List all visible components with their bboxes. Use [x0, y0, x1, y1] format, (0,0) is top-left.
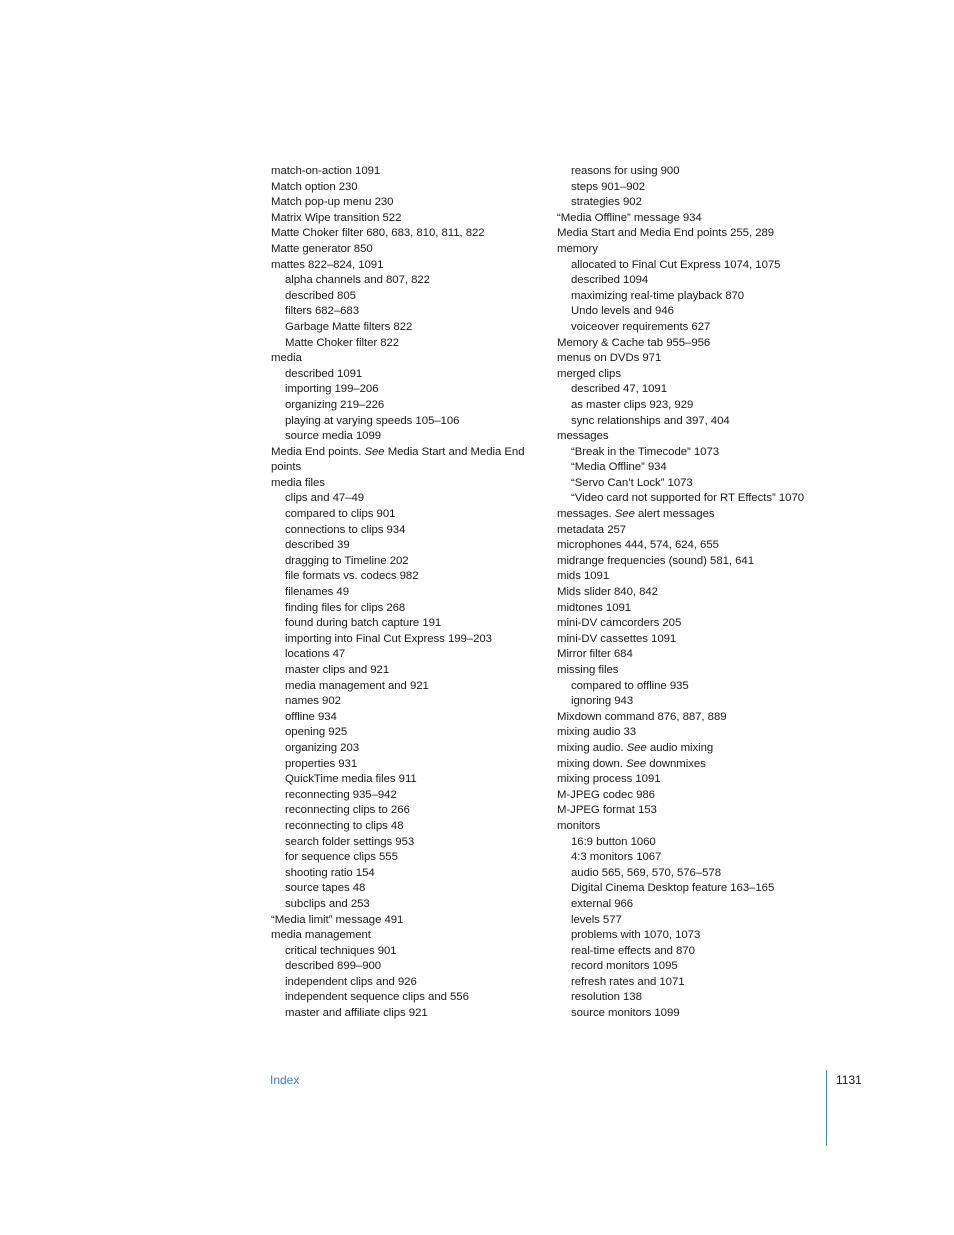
index-entry: Media End points. See Media Start and Media End points	[271, 445, 525, 474]
index-subentry: reconnecting to clips 48	[285, 819, 404, 832]
index-subentry: Matte Choker filter 822	[285, 336, 400, 349]
index-entry: Match pop-up menu 230	[271, 196, 394, 209]
index-entry: mids 1091	[557, 570, 610, 583]
index-entry: microphones 444, 574, 624, 655	[557, 539, 719, 552]
index-subentry: record monitors 1095	[571, 960, 678, 973]
index-entry: Mirror filter 684	[557, 648, 633, 661]
index-subentry: finding files for clips 268	[285, 601, 406, 614]
index-entry: mini-DV cassettes 1091	[557, 632, 677, 645]
index-subentry: independent clips and 926	[285, 975, 417, 988]
index-entry: monitors	[557, 819, 601, 832]
index-subentry: “Servo Can’t Lock” 1073	[571, 476, 693, 489]
index-subentry: 4:3 monitors 1067	[571, 851, 662, 864]
index-subentry: ignoring 943	[571, 695, 634, 708]
index-subentry: master clips and 921	[285, 664, 390, 676]
index-subentry: described 47, 1091	[571, 383, 667, 396]
index-subentry: as master clips 923, 929	[571, 398, 694, 411]
index-subentry: problems with 1070, 1073	[571, 929, 701, 942]
index-subentry: source media 1099	[285, 430, 382, 443]
index-subentry: shooting ratio 154	[285, 866, 375, 879]
index-column-right	[557, 164, 857, 1022]
index-subentry: dragging to Timeline 202	[285, 554, 409, 567]
index-entry: memory	[557, 242, 598, 255]
index-subentry: organizing 203	[285, 741, 360, 754]
index-entry: Match option 230	[271, 180, 358, 193]
index-subentry: reconnecting clips to 266	[285, 804, 410, 817]
index-entry: metadata 257	[557, 523, 627, 536]
index-entry: merged clips	[557, 367, 621, 380]
index-subentry: Digital Cinema Desktop feature 163–165	[571, 882, 775, 895]
index-entry: “Media limit” message 491	[271, 913, 404, 926]
page-number: 1131	[836, 1073, 862, 1087]
index-entry: Matte generator 850	[271, 242, 373, 255]
index-entry: mixing process 1091	[557, 773, 661, 786]
index-subentry: opening 925	[285, 726, 348, 739]
index-subentry: “Video card not supported for RT Effects” 1070	[571, 492, 805, 505]
index-entry: Media Start and Media End points 255, 289	[557, 227, 775, 240]
index-subentry: importing 199–206	[285, 383, 379, 396]
footer-rule	[826, 1070, 827, 1146]
index-entry: Mixdown command 876, 887, 889	[557, 710, 727, 723]
index-entry: M-JPEG format 153	[557, 804, 657, 817]
index-subentry: critical techniques 901	[285, 944, 397, 957]
index-subentry: filters 682–683	[285, 305, 359, 318]
index-column-left	[271, 164, 541, 1022]
index-subentry: Garbage Matte filters 822	[285, 320, 413, 333]
index-subentry: maximizing real-time playback 870	[571, 289, 745, 302]
index-subentry: subclips and 253	[285, 897, 370, 910]
index-subentry: resolution 138	[571, 991, 642, 1004]
index-subentry: levels 577	[571, 913, 622, 926]
index-entry: mattes 822–824, 1091	[271, 258, 384, 271]
index-subentry: voiceover requirements 627	[571, 320, 711, 333]
index-entry: midtones 1091	[557, 601, 632, 614]
index-subentry: reasons for using 900	[571, 165, 680, 177]
index-subentry: described 1091	[285, 367, 363, 380]
index-entry: messages	[557, 430, 609, 443]
index-entry: mixing down. See downmixes	[557, 757, 706, 770]
index-subentry: “Break in the Timecode” 1073	[571, 445, 720, 458]
index-subentry: media management and 921	[285, 679, 429, 692]
index-subentry: found during batch capture 191	[285, 617, 442, 630]
index-entry: missing files	[557, 664, 619, 676]
index-subentry: QuickTime media files 911	[285, 773, 417, 786]
index-subentry: described 1094	[571, 274, 649, 287]
index-subentry: names 902	[285, 695, 341, 708]
index-entry: media	[271, 352, 302, 365]
index-entry: “Media Offline” message 934	[557, 211, 702, 224]
index-subentry: described 805	[285, 289, 356, 302]
index-entry: mixing audio. See audio mixing	[557, 741, 714, 754]
index-subentry: allocated to Final Cut Express 1074, 1075	[571, 258, 781, 271]
index-subentry: playing at varying speeds 105–106	[285, 414, 460, 427]
index-subentry: audio 565, 569, 570, 576–578	[571, 866, 721, 879]
index-subentry: clips and 47–49	[285, 492, 365, 505]
index-subentry: search folder settings 953	[285, 835, 415, 848]
index-entry: M-JPEG codec 986	[557, 788, 655, 801]
index-subentry: organizing 219–226	[285, 398, 385, 411]
index-entry: mixing audio 33	[557, 726, 637, 739]
index-entry: Matrix Wipe transition 522	[271, 211, 402, 224]
index-entry: media management	[271, 929, 371, 942]
index-entry: media files	[271, 476, 325, 489]
index-entry: Memory & Cache tab 955–956	[557, 336, 711, 349]
index-entry: menus on DVDs 971	[557, 352, 662, 365]
index-entry: messages. See alert messages	[557, 508, 715, 521]
index-entry: match-on-action 1091	[271, 165, 381, 177]
index-subentry: refresh rates and 1071	[571, 975, 685, 988]
index-subentry: independent sequence clips and 556	[285, 991, 469, 1004]
index-subentry: master and affiliate clips 921	[285, 1007, 428, 1020]
index-subentry: reconnecting 935–942	[285, 788, 397, 801]
index-subentry: source monitors 1099	[571, 1007, 680, 1020]
index-subentry: steps 901–902	[571, 180, 646, 193]
index-subentry: compared to clips 901	[285, 508, 396, 521]
index-subentry: importing into Final Cut Express 199–203	[285, 632, 492, 645]
index-entry: Matte Choker filter 680, 683, 810, 811, 822	[271, 227, 485, 240]
index-subentry: file formats vs. codecs 982	[285, 570, 419, 583]
index-subentry: strategies 902	[571, 196, 642, 209]
index-subentry: real-time effects and 870	[571, 944, 695, 957]
index-subentry: for sequence clips 555	[285, 851, 398, 864]
index-subentry: Undo levels and 946	[571, 305, 674, 318]
index-subentry: 16:9 button 1060	[571, 835, 656, 848]
index-entry: mini-DV camcorders 205	[557, 617, 682, 630]
footer-section-label: Index	[270, 1073, 300, 1087]
index-subentry: described 899–900	[285, 960, 382, 973]
index-entry: midrange frequencies (sound) 581, 641	[557, 554, 754, 567]
index-subentry: source tapes 48	[285, 882, 366, 895]
index-subentry: locations 47	[285, 648, 346, 661]
index-subentry: external 966	[571, 897, 634, 910]
index-subentry: alpha channels and 807, 822	[285, 274, 430, 287]
index-subentry: “Media Offline” 934	[571, 461, 667, 474]
index-subentry: sync relationships and 397, 404	[571, 414, 730, 427]
index-entry: Mids slider 840, 842	[557, 586, 658, 599]
index-subentry: offline 934	[285, 710, 337, 723]
index-subentry: described 39	[285, 539, 350, 552]
index-subentry: connections to clips 934	[285, 523, 406, 536]
index-subentry: compared to offline 935	[571, 679, 689, 692]
index-subentry: properties 931	[285, 757, 358, 770]
index-subentry: filenames 49	[285, 586, 349, 599]
